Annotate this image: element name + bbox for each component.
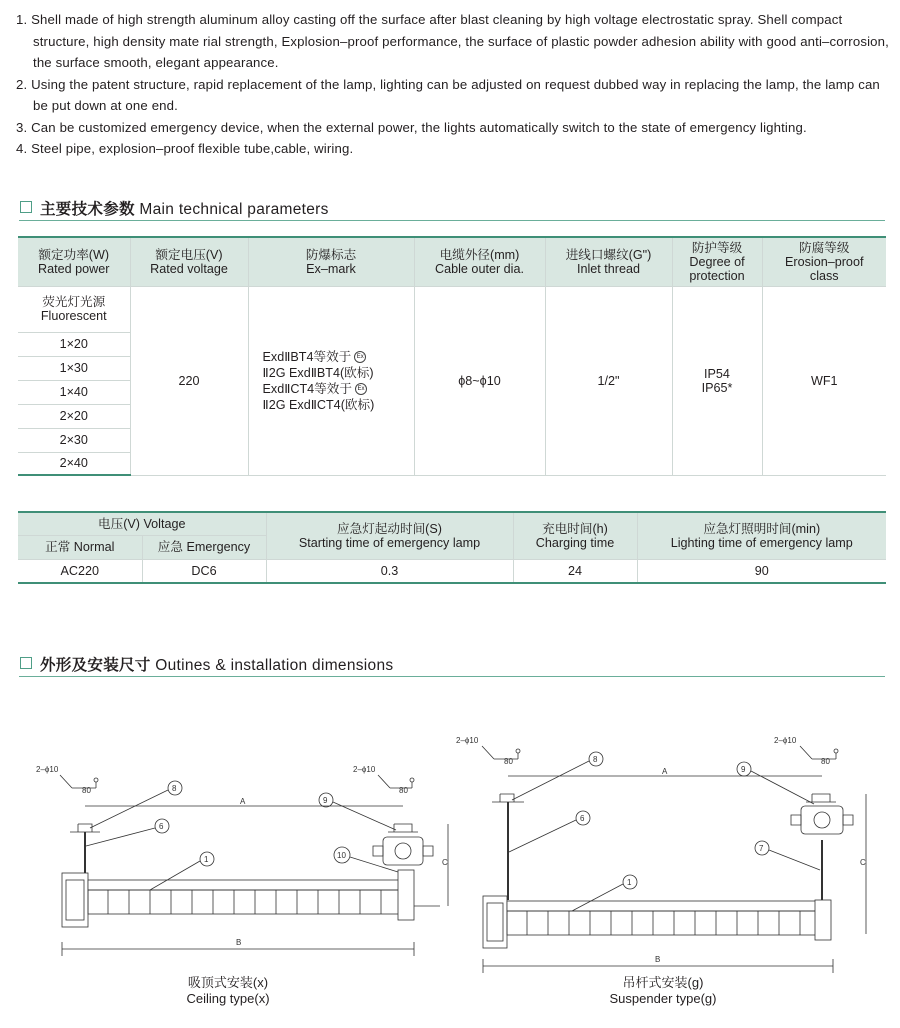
- callout-8: 8: [172, 784, 177, 793]
- ceiling-type-caption: 吸顶式安装(x) Ceiling type(x): [186, 975, 270, 1006]
- section-heading-parameters: [19, 197, 885, 221]
- emergency-table: [18, 511, 886, 584]
- hole-spacing: 80: [399, 786, 408, 795]
- section-heading-dimensions: [19, 653, 885, 677]
- dimension-c: C: [442, 858, 448, 867]
- feature-item: 4. Steel pipe, explosion–proof flexible tube,cable, wiring.: [16, 141, 354, 156]
- hole-label: 2–ϕ10: [353, 765, 376, 774]
- callout-10: 10: [337, 851, 346, 860]
- table-row: [18, 286, 886, 332]
- power-cell: 1×20: [18, 332, 130, 356]
- header-emergency: 应急 Emergency: [142, 535, 266, 559]
- table-row: [18, 559, 886, 583]
- dimension-a: A: [240, 797, 246, 806]
- value-lighting-time: 90: [637, 559, 886, 583]
- thread-cell: 1/2": [545, 286, 672, 475]
- header-lighting-time: 应急灯照明时间(min) Lighting time of emergency lamp: [637, 512, 886, 559]
- callout-7: 7: [759, 844, 764, 853]
- dimension-b: B: [236, 938, 242, 947]
- ex-symbol-icon: Ex: [354, 351, 366, 363]
- feature-list: [16, 9, 890, 160]
- voltage-cell: 220: [130, 286, 248, 475]
- callout-8: 8: [593, 755, 598, 764]
- hole-spacing: 80: [821, 757, 830, 766]
- value-normal: AC220: [18, 559, 142, 583]
- power-cell: 1×40: [18, 380, 130, 404]
- hole-spacing: 80: [82, 786, 91, 795]
- header-starting-time: 应急灯起动时间(S) Starting time of emergency lamp: [266, 512, 513, 559]
- ceiling-type-drawing: [36, 765, 448, 956]
- value-emergency: DC6: [142, 559, 266, 583]
- value-charging-time: 24: [513, 559, 637, 583]
- callout-1: 1: [627, 878, 632, 887]
- exmark-cell: ExdⅡBT4等效于 Ex Ⅱ2G ExdⅡBT4(欧标) ExdⅡCT4等效于 Ex Ⅱ2G ExdⅡCT4(欧标): [248, 286, 414, 475]
- hole-label: 2–ϕ10: [774, 736, 797, 745]
- installation-drawing: [0, 720, 900, 1020]
- section-title: 主要技术参数 Main technical parameters: [40, 201, 329, 218]
- lamp-ribs: [108, 890, 381, 914]
- header-normal: 正常 Normal: [18, 535, 142, 559]
- header-protection: 防护等级 Degree of protection: [672, 237, 762, 286]
- section-rule: [19, 220, 885, 221]
- hole-spacing: 80: [504, 757, 513, 766]
- suspender-type-drawing: [456, 736, 866, 973]
- section-rule: [19, 676, 885, 677]
- lamp-ribs: [527, 911, 800, 935]
- callout-6: 6: [159, 822, 164, 831]
- hole-label: 2–ϕ10: [456, 736, 479, 745]
- power-cell: 1×30: [18, 356, 130, 380]
- header-row: [18, 512, 886, 535]
- dimension-c: C: [860, 858, 866, 867]
- header-voltage: 电压(V) Voltage: [18, 512, 266, 535]
- header-cable-dia: 电缆外径(mm) Cable outer dia.: [414, 237, 545, 286]
- cable-cell: ϕ8~ϕ10: [414, 286, 545, 475]
- feature-item: 2. Using the patent structure, rapid replacement of the lamp, lighting can be adjusted on request dubbed way in replacing the lamp, the lamp can be put down at one end.: [16, 76, 880, 113]
- callout-9: 9: [741, 765, 746, 774]
- feature-item: 1. Shell made of high strength aluminum alloy casting off the surface after blast cleaning by high voltage electrostatic spray. Shell compact structure, high density mate rial strength, Explosion–proof performance, the surface of plastic powder adhesion ability with good anti–corrosion, the surface smooth, elegant appearance.: [16, 12, 889, 70]
- header-charging-time: 充电时间(h) Charging time: [513, 512, 637, 559]
- feature-item: 3. Can be customized emergency device, when the external power, the lights automatically switch to the state of emergency lighting.: [16, 119, 807, 135]
- dimension-b: B: [655, 955, 661, 964]
- power-source-cell: 荧光灯光源 Fluorescent: [18, 286, 130, 332]
- power-cell: 2×30: [18, 428, 130, 452]
- header-erosion: 防腐等级 Erosion–proof class: [762, 237, 886, 286]
- header-ex-mark: 防爆标志 Ex–mark: [248, 237, 414, 286]
- callout-9: 9: [323, 796, 328, 805]
- power-cell: 2×40: [18, 452, 130, 475]
- checkbox-square-icon: [20, 657, 32, 669]
- header-row: [18, 237, 886, 286]
- callout-6: 6: [580, 814, 585, 823]
- parameters-table: [18, 236, 886, 476]
- header-rated-power: 额定功率(W) Rated power: [18, 237, 130, 286]
- ex-symbol-icon: Ex: [355, 383, 367, 395]
- value-starting-time: 0.3: [266, 559, 513, 583]
- callout-1: 1: [204, 855, 209, 864]
- header-rated-voltage: 额定电压(V) Rated voltage: [130, 237, 248, 286]
- header-inlet-thread: 进线口螺纹(G") Inlet thread: [545, 237, 672, 286]
- dimension-a: A: [662, 767, 668, 776]
- erosion-cell: WF1: [762, 286, 886, 475]
- section-title: 外形及安装尺寸 Outines & installation dimensions: [40, 657, 394, 674]
- protection-cell: IP54 IP65*: [672, 286, 762, 475]
- suspender-type-caption: 吊杆式安装(g) Suspender type(g): [609, 975, 717, 1006]
- power-cell: 2×20: [18, 404, 130, 428]
- checkbox-square-icon: [20, 201, 32, 213]
- hole-label: 2–ϕ10: [36, 765, 59, 774]
